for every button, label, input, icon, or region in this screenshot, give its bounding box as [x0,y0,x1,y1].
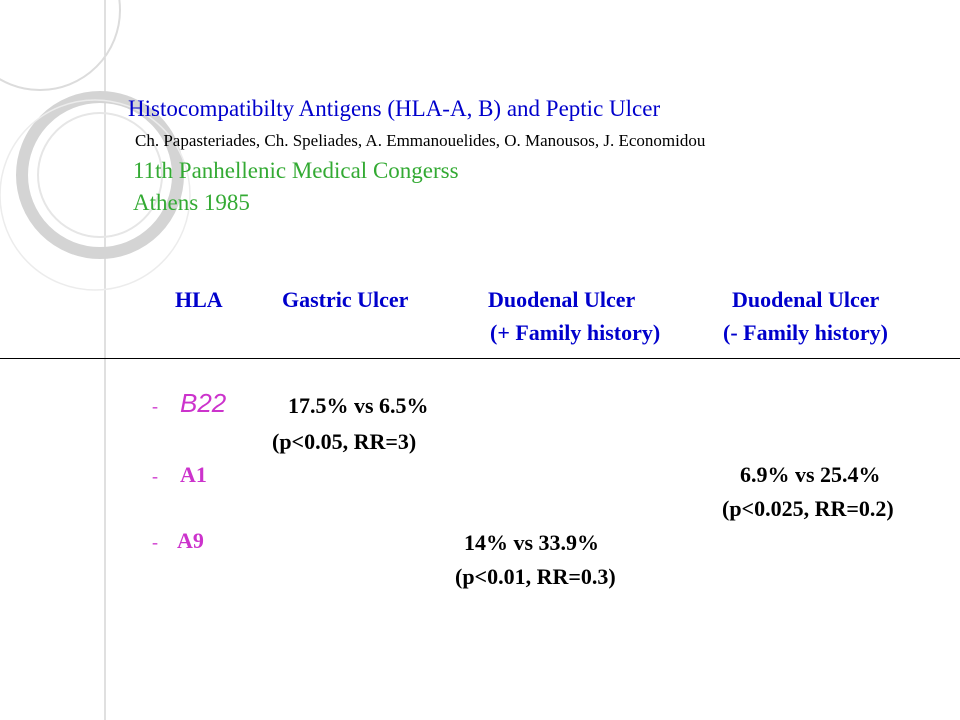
a9-value: 14% vs 33.9% [464,530,600,555]
congress-name: 11th Panhellenic Medical Congerss [133,158,459,183]
authors-line: Ch. Papasteriades, Ch. Speliades, A. Emmanouelides, O. Manousos, J. Economidou [135,131,706,150]
allele-a1: A1 [180,462,207,487]
header-gastric-ulcer: Gastric Ulcer [282,287,409,312]
header-duodenal-ulcer-positive: Duodenal Ulcer [488,287,636,312]
a1-stats: (p<0.025, RR=0.2) [722,496,894,521]
slide-title: Histocompatibilty Antigens (HLA-A, B) and Peptic Ulcer [128,96,661,121]
row-bullet-a9: - [152,532,158,552]
place-year: Athens 1985 [133,190,250,215]
header-duodenal-ulcer-negative: Duodenal Ulcer [732,287,880,312]
a1-value: 6.9% vs 25.4% [740,462,881,487]
b22-value: 17.5% vs 6.5% [288,393,429,418]
allele-b22: B22 [180,388,227,418]
header-hla: HLA [175,287,223,312]
allele-a9: A9 [177,528,204,553]
header-divider [0,358,960,359]
b22-stats: (p<0.05, RR=3) [272,429,417,454]
row-bullet-a1: - [152,466,158,486]
row-bullet-b22: - [152,396,158,416]
a9-stats: (p<0.01, RR=0.3) [455,564,616,589]
header-family-history-positive: (+ Family history) [490,320,661,345]
header-family-history-negative: (- Family history) [723,320,888,345]
